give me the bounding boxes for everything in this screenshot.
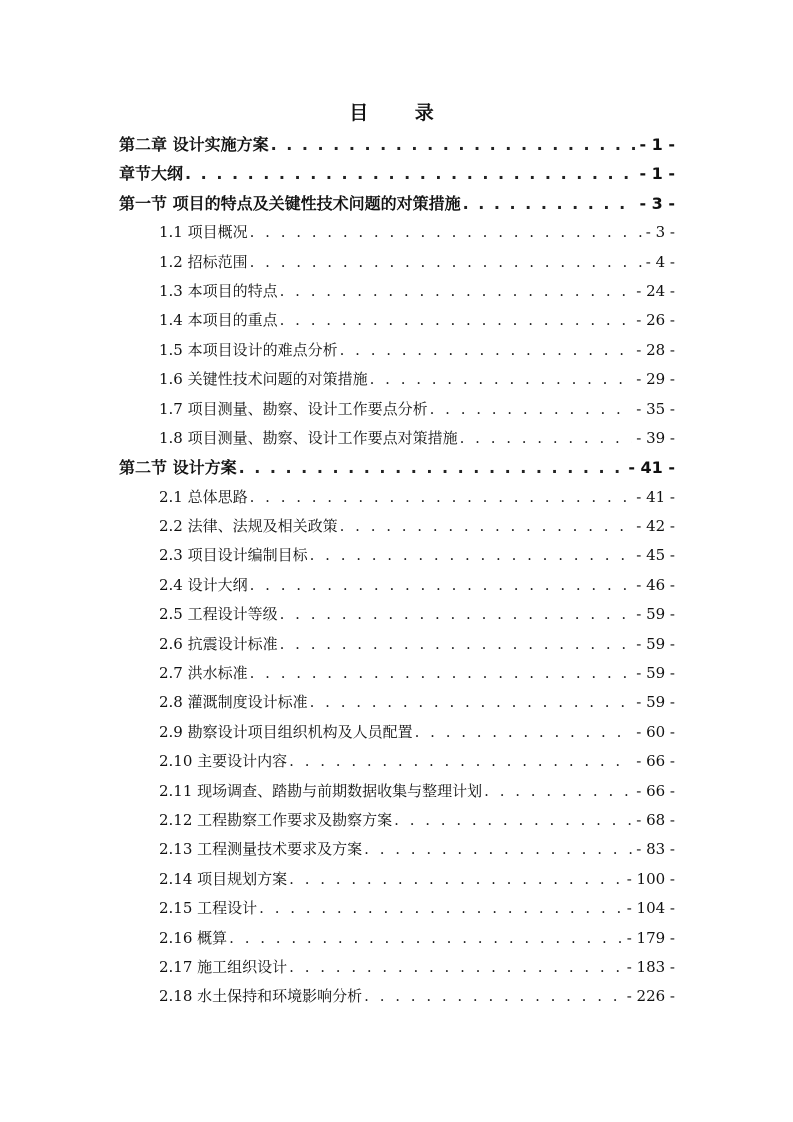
toc-entry[interactable] [119,835,675,864]
toc-entry-page-number: - 28 - [636,340,675,359]
dot-leader [364,835,632,864]
toc-entry-label: 1.4 本项目的重点 [159,311,278,330]
toc-entry-label: 2.2 法律、法规及相关政策 [159,517,338,536]
toc-entry-label: 第一节 项目的特点及关键性技术问题的对策措施 [119,193,461,213]
toc-entry-label: 1.7 项目测量、勘察、设计工作要点分析 [159,399,428,418]
toc-entry[interactable] [119,453,675,482]
toc-entry-label: 2.15 工程设计 [159,899,258,918]
toc-entry[interactable] [119,395,675,424]
toc-entry-label: 1.2 招标范围 [159,252,248,271]
toc-entry-page-number: - 59 - [636,693,675,712]
toc-entry-page-number: - 83 - [636,840,675,859]
toc-entry[interactable] [119,424,675,453]
toc-entry-label: 2.13 工程测量技术要求及方案 [159,840,363,859]
toc-entry-page-number: - 1 - [639,164,675,184]
toc-entry-label: 2.12 工程勘察工作要求及勘察方案 [159,810,393,829]
dot-leader [250,248,642,277]
dot-leader [289,953,623,982]
toc-entry-label: 1.8 项目测量、勘察、设计工作要点对策措施 [159,428,458,447]
dot-leader [394,806,632,835]
toc-title: 目 录 [349,102,454,124]
dot-leader [340,336,633,365]
dot-leader [460,424,633,453]
dot-leader [463,189,636,218]
toc-entry-page-number: - 3 - [645,223,675,242]
table-of-contents [119,130,675,1012]
toc-entry[interactable] [119,718,675,747]
toc-entry-label: 2.9 勘察设计项目组织机构及人员配置 [159,722,413,741]
dot-leader [229,924,623,953]
toc-entry[interactable] [119,894,675,923]
toc-entry[interactable] [119,218,675,247]
toc-entry-page-number: - 41 - [636,487,675,506]
toc-entry[interactable] [119,688,675,717]
toc-entry-page-number: - 66 - [636,752,675,771]
toc-entry-label: 2.8 灌溉制度设计标准 [159,693,308,712]
dot-leader [289,865,623,894]
dot-leader [310,541,633,570]
toc-entry[interactable] [119,571,675,600]
toc-entry[interactable] [119,277,675,306]
toc-entry-label: 2.17 施工组织设计 [159,957,288,976]
toc-entry[interactable] [119,189,675,218]
toc-entry-page-number: - 3 - [639,193,675,213]
dot-leader [250,218,642,247]
toc-entry-page-number: - 100 - [626,869,675,888]
toc-entry-page-number: - 4 - [645,252,675,271]
toc-entry[interactable] [119,541,675,570]
toc-entry[interactable] [119,512,675,541]
dot-leader [250,659,633,688]
toc-entry-label: 2.4 设计大纲 [159,575,248,594]
toc-entry-label: 2.10 主要设计内容 [159,752,288,771]
toc-entry-page-number: - 45 - [636,546,675,565]
toc-entry-label: 2.7 洪水标准 [159,664,248,683]
toc-entry-label: 章节大纲 [119,164,184,184]
toc-entry[interactable] [119,806,675,835]
toc-entry-page-number: - 41 - [628,458,675,478]
toc-entry-page-number: - 1 - [639,135,675,154]
toc-entry-page-number: - 68 - [636,810,675,829]
dot-leader [310,688,633,717]
toc-entry-page-number: - 26 - [636,311,675,330]
dot-leader [484,777,632,806]
dot-leader [289,747,632,776]
toc-entry[interactable] [119,630,675,659]
toc-entry-page-number: - 104 - [626,899,675,918]
toc-entry-label: 2.18 水土保持和环境影响分析 [159,987,363,1006]
toc-entry[interactable] [119,865,675,894]
toc-entry-label: 1.6 关键性技术问题的对策措施 [159,370,368,389]
toc-entry-page-number: - 183 - [626,957,675,976]
toc-entry[interactable] [119,747,675,776]
toc-entry-label: 第二章 设计实施方案 [119,135,269,154]
toc-entry[interactable] [119,953,675,982]
dot-leader [239,453,625,482]
toc-entry-page-number: - 59 - [636,605,675,624]
toc-entry-label: 2.14 项目规划方案 [159,869,288,888]
toc-entry-page-number: - 66 - [636,781,675,800]
toc-entry[interactable] [119,659,675,688]
toc-entry-page-number: - 46 - [636,575,675,594]
toc-entry[interactable] [119,306,675,335]
toc-entry-label: 2.16 概算 [159,928,228,947]
dot-leader [340,512,633,541]
toc-entry-label: 2.5 工程设计等级 [159,605,278,624]
dot-leader [370,365,633,394]
toc-entry[interactable] [119,336,675,365]
toc-entry[interactable] [119,483,675,512]
toc-entry-page-number: - 59 - [636,634,675,653]
dot-leader [280,306,633,335]
toc-entry-page-number: - 226 - [626,987,675,1006]
dot-leader [271,130,636,159]
dot-leader [250,571,633,600]
toc-entry-page-number: - 59 - [636,664,675,683]
toc-entry-label: 第二节 设计方案 [119,458,237,478]
toc-entry[interactable] [119,982,675,1011]
toc-entry-label: 2.11 现场调查、踏勘与前期数据收集与整理计划 [159,781,483,800]
dot-leader [415,718,633,747]
toc-entry-page-number: - 179 - [626,928,675,947]
dot-leader [280,630,633,659]
dot-leader [430,395,633,424]
toc-entry[interactable] [119,924,675,953]
dot-leader [280,277,633,306]
toc-entry-label: 1.1 项目概况 [159,223,248,242]
dot-leader [364,982,623,1011]
toc-entry[interactable] [119,600,675,629]
toc-entry-label: 2.1 总体思路 [159,487,248,506]
dot-leader [280,600,633,629]
dot-leader [259,894,623,923]
toc-entry-page-number: - 35 - [636,399,675,418]
toc-entry-page-number: - 29 - [636,370,675,389]
toc-entry-page-number: - 42 - [636,517,675,536]
toc-entry-label: 1.3 本项目的特点 [159,281,278,300]
dot-leader [250,483,633,512]
dot-leader [185,159,635,188]
toc-entry-page-number: - 24 - [636,281,675,300]
toc-entry-page-number: - 39 - [636,428,675,447]
toc-entry[interactable] [119,130,675,159]
toc-entry-label: 1.5 本项目设计的难点分析 [159,340,338,359]
toc-entry[interactable] [119,248,675,277]
toc-entry[interactable] [119,365,675,394]
toc-entry[interactable] [119,159,675,188]
toc-entry-label: 2.6 抗震设计标准 [159,634,278,653]
toc-entry[interactable] [119,777,675,806]
toc-entry-label: 2.3 项目设计编制目标 [159,546,308,565]
toc-entry-page-number: - 60 - [636,722,675,741]
